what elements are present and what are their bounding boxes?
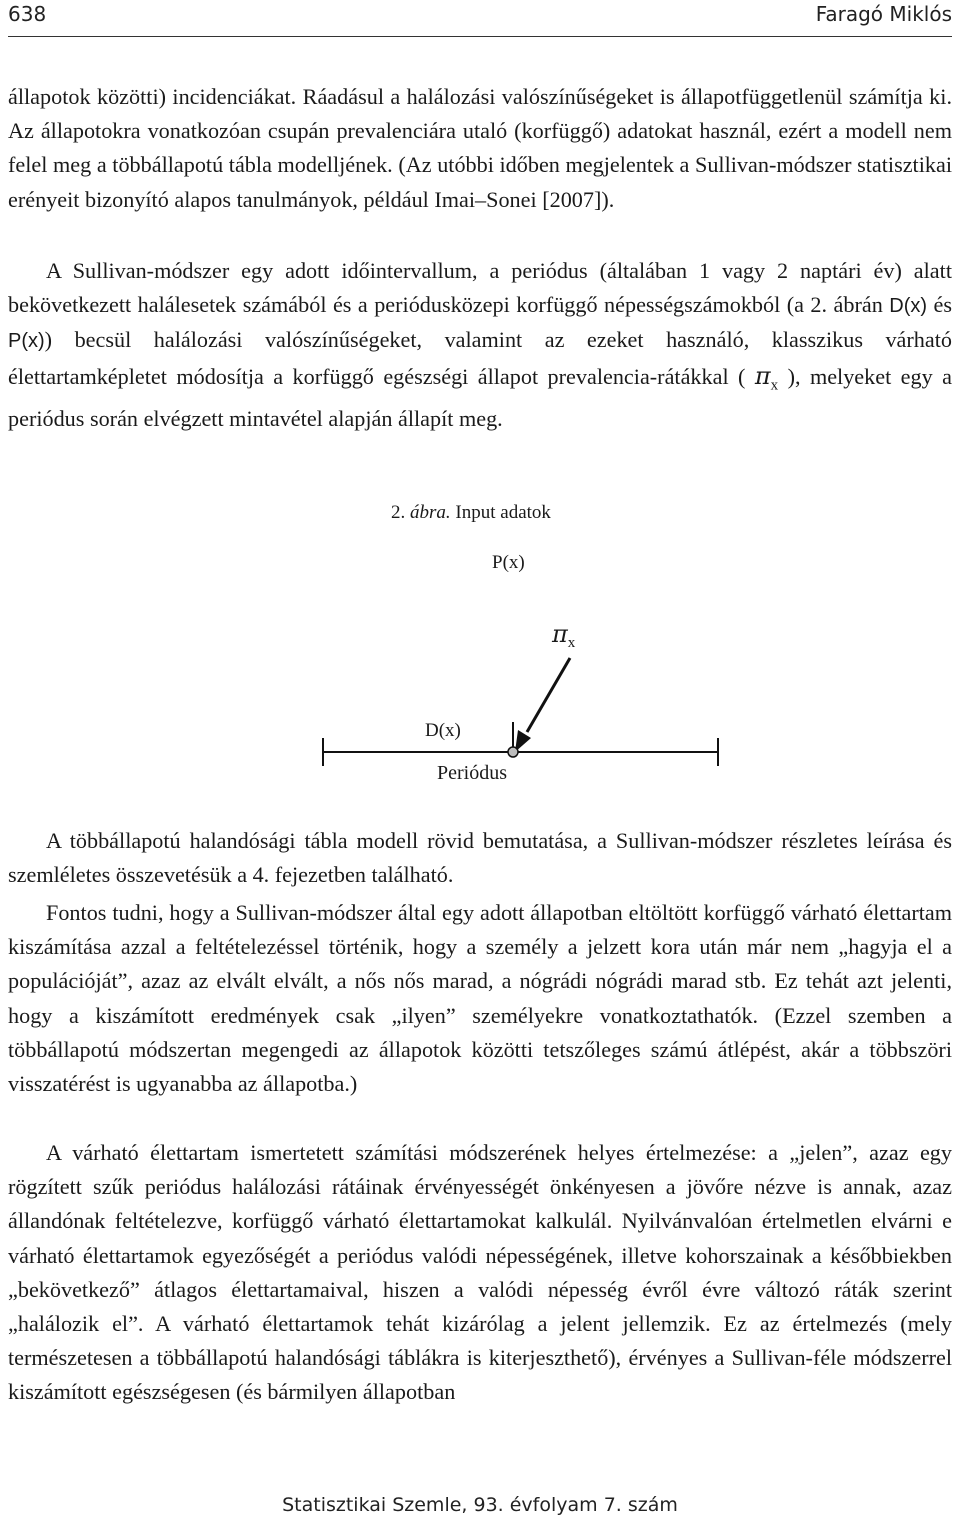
- paragraph-1: állapotok közötti) incidenciákat. Ráadásul a halálozási valószínűségeket is állapotfüggetlenül számítja ki. Az állapotokra vonatkozóan csupán prevalenciára utaló (korfüggő) adatokat használ, ezért a modell nem felel meg a többállapotú tábla modelljének. (Az utóbbi időben megjelentek a Sullivan-módszer statisztikai erényeit bizonyító alapos tanulmányok, például Imai–Sonei [2007]).: [8, 84, 952, 212]
- symbol-pi-subscript: x: [770, 377, 779, 394]
- label-pi-symbol: π: [552, 620, 568, 648]
- paragraph-2-text-c: ) becsül halálozási valószínűségeket, valamint az ezeket használó, klasszikus várható élettartamképletet módosítja a korfüggő egészségi állapot prevalencia-rátákkal (: [8, 327, 952, 389]
- figure-diagram: [0, 500, 960, 800]
- caption-number: 2.: [391, 502, 410, 523]
- symbol-dx: D(x): [889, 295, 928, 318]
- running-author: Faragó Miklós: [815, 2, 952, 26]
- paragraph-2-text-d: ), melyeket egy a periódus során elvégzett mintavétel alapján állapít meg.: [8, 363, 952, 432]
- label-px: P(x): [492, 552, 525, 573]
- prevalence-arrow: [527, 658, 570, 732]
- figure-2: [0, 500, 960, 800]
- period-midpoint-marker: [508, 747, 518, 757]
- label-pi: [552, 620, 575, 652]
- label-pi-subscript: x: [567, 634, 576, 651]
- page-footer: Statisztikai Szemle, 93. évfolyam 7. szám: [282, 1494, 678, 1516]
- label-dx: D(x): [425, 720, 461, 741]
- symbol-pi: π: [754, 361, 771, 390]
- paragraph-5: A várható élettartam ismertetett számítási módszerének helyes értelmezése: a „jelen”, azaz egy rögzített szűk periódus halálozási rátáinak érvényességét önkényesen a jövőre nézve is annak, azaz állandónak feltételezve, korfüggő várható élettartamokat kalkulál. Nyilvánvalóan értelmetlen elvárni e várható élettartamok egyezőségét a periódus valódi népességének, illetve kohorszainak a későbbiekben „bekövetkező” átlagos élettartamaival, hiszen a valódi népesség évről évre változó ráták szerint „halálozik el”. A várható élettartamok tehát kizárólag a jelent jellemzik. Ez az értelmezés (mely természetesen a többállapotú halandósági táblákra is kiterjeszthető), érvényes a Sullivan-féle módszerrel kiszámított egészségesen (és bármilyen állapotban: [8, 1140, 952, 1405]
- paragraph-3: A többállapotú halandósági tábla modell rövid bemutatása, a Sullivan-módszer részletes leírása és szemléletes összevetésük a 4. fejezetben található.: [8, 828, 952, 888]
- header-rule: [8, 36, 952, 37]
- caption-title: Input adatok: [450, 502, 551, 523]
- page-header: [8, 0, 952, 36]
- paragraph-2: [8, 254, 952, 436]
- symbol-px: P(x): [8, 330, 45, 353]
- paragraph-2-text-b: és: [927, 292, 952, 318]
- page-number: 638: [8, 2, 47, 26]
- paragraph-2-text-a: A Sullivan-módszer egy adott időintervallum, a periódus (általában 1 vagy 2 naptári év) alatt bekövetkezett halálesetek számából és a periódusközepi korfüggő népességszámokból (a 2. ábrán: [8, 258, 952, 318]
- caption-abra: ábra.: [410, 502, 451, 523]
- paragraph-4: Fontos tudni, hogy a Sullivan-módszer által egy adott állapotban eltöltött korfüggő várható élettartam kiszámítása azzal a feltételezéssel történik, hogy a személy a jelzett kora után már nem „hagyja el a populációját”, azaz az elvált elvált, a nős nős marad, a nógrádi nógrádi marad stb. Ez tehát azt jelenti, hogy a kiszámított eredmények csak „ilyen” személyekre vonatkoztathatók. (Ezzel szemben a többállapotú módszertan megengedi az állapotok közötti tetszőleges számú átlépést, akár a többszöri visszatérést is ugyanabba az állapotba.): [8, 900, 952, 1097]
- label-periodus: Periódus: [437, 762, 507, 784]
